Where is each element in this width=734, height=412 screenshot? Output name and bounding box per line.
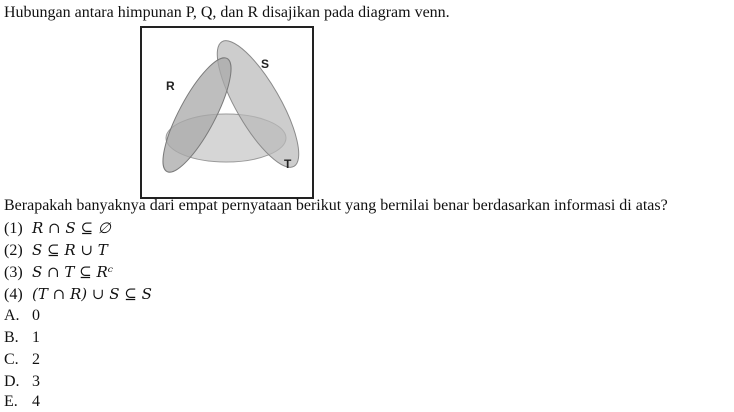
option-value: 2 bbox=[32, 351, 40, 368]
statement-number: (3) bbox=[4, 264, 23, 281]
set-s-label: S bbox=[261, 57, 270, 71]
option-letter: B. bbox=[4, 329, 19, 346]
option-d[interactable] bbox=[4, 372, 40, 392]
option-value: 0 bbox=[32, 307, 40, 324]
option-letter: E. bbox=[4, 393, 18, 410]
statement-expression: S ⊆ R ∪ T bbox=[32, 241, 108, 259]
option-value: 1 bbox=[32, 329, 40, 346]
set-r-label: R bbox=[166, 79, 175, 93]
option-value: 4 bbox=[32, 393, 40, 410]
question-intro: Hubungan antara himpunan P, Q, dan R disajikan pada diagram venn. bbox=[4, 4, 450, 21]
option-b[interactable] bbox=[4, 328, 40, 348]
option-value: 3 bbox=[32, 373, 40, 390]
statement-2 bbox=[4, 240, 108, 261]
option-letter: A. bbox=[4, 307, 20, 324]
statement-3 bbox=[4, 262, 113, 283]
question-prompt: Berapakah banyaknya dari empat pernyataan berikut yang bernilai benar berdasarkan informasi di atas? bbox=[4, 197, 668, 214]
option-letter: D. bbox=[4, 373, 20, 390]
option-letter: C. bbox=[4, 351, 19, 368]
statement-expression: (T ∩ R) ∪ S ⊆ S bbox=[32, 285, 152, 303]
venn-diagram bbox=[140, 26, 315, 200]
statement-expression: R ∩ S ⊆ ∅ bbox=[32, 219, 111, 237]
option-a[interactable] bbox=[4, 306, 40, 326]
statement-4 bbox=[4, 284, 152, 305]
statement-expression: S ∩ T ⊆ Rᶜ bbox=[32, 263, 114, 281]
statement-number: (1) bbox=[4, 220, 23, 237]
set-t-label: T bbox=[284, 157, 292, 171]
option-c[interactable] bbox=[4, 350, 40, 370]
statement-number: (4) bbox=[4, 286, 23, 303]
statement-number: (2) bbox=[4, 242, 23, 259]
statement-1 bbox=[4, 218, 111, 239]
option-e[interactable] bbox=[4, 392, 40, 412]
